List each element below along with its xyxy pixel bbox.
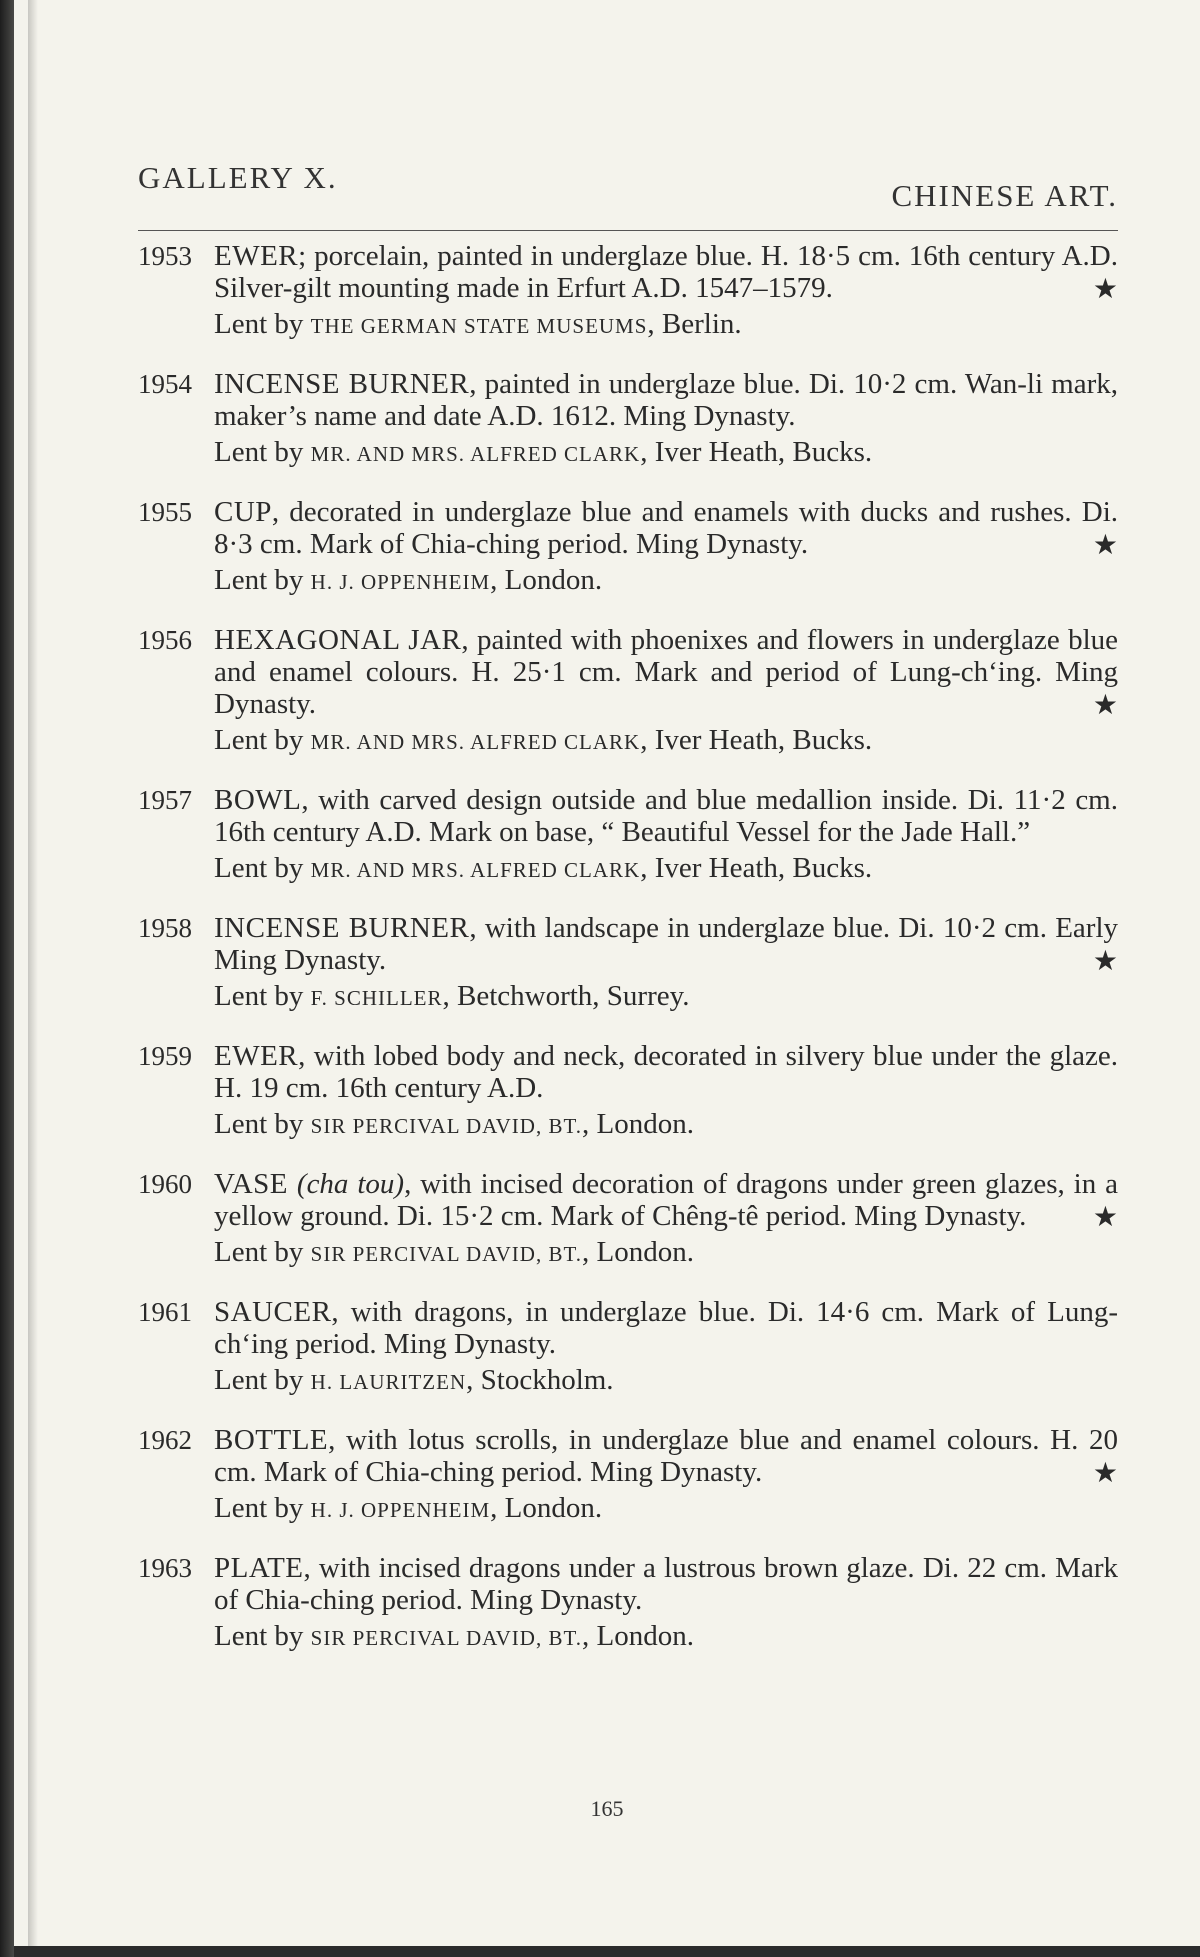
entry-description: , with incised decoration of dragons under green glazes, in a yellow ground. Di. 15·2 cm. Mark of Chêng-tê period. Ming Dynasty. (214, 1168, 1118, 1232)
lender-name: THE GERMAN STATE MUSEUMS (310, 314, 648, 338)
entry-lender-line (214, 436, 1118, 470)
running-head-gallery: GALLERY X. (138, 160, 338, 195)
lender-location: , London. (582, 1236, 694, 1268)
lent-by-label: Lent by (214, 1620, 304, 1652)
entry-description: , with landscape in underglaze blue. Di. 10·2 cm. Early Ming Dynasty. (214, 912, 1118, 976)
star-icon: ★ (1092, 690, 1118, 721)
entry-description-block (214, 496, 1118, 560)
header-rule (138, 230, 1118, 231)
entry-lender-line (214, 1364, 1118, 1398)
catalogue-page (14, 0, 1200, 1946)
page-number: 165 (590, 1796, 624, 1821)
lender-location: , Berlin. (647, 308, 742, 340)
entry-lender-line (214, 724, 1118, 758)
entry-description: , with carved design outside and blue medallion inside. Di. 11·2 cm. 16th century A.D. Mark on base, “ Beautiful Vessel for the Jade Hall.” (214, 784, 1118, 848)
entry-lender-line (214, 1492, 1118, 1526)
catalogue-entry (138, 624, 1118, 758)
catalogue-entry (138, 784, 1118, 886)
lender-location: , London. (582, 1108, 694, 1140)
catalogue-entry (138, 912, 1118, 1014)
lent-by-label: Lent by (214, 1364, 304, 1396)
entry-title: EWER (214, 1040, 299, 1072)
entry-title: SAUCER (214, 1296, 332, 1328)
star-icon: ★ (1092, 1202, 1118, 1233)
lender-name: MR. AND MRS. ALFRED CLARK (310, 858, 641, 882)
catalogue-entry (138, 1296, 1118, 1398)
lender-name: SIR PERCIVAL DAVID, BT. (310, 1626, 582, 1650)
entry-title: VASE (214, 1168, 288, 1200)
entry-description: , with dragons, in underglaze blue. Di. 14·6 cm. Mark of Lung-ch‘ing period. Ming Dynasty. (214, 1296, 1118, 1360)
catalogue-entry (138, 1424, 1118, 1526)
lent-by-label: Lent by (214, 436, 304, 468)
entry-description-block (214, 1168, 1118, 1232)
entry-number: 1956 (138, 625, 192, 655)
entry-number: 1962 (138, 1425, 192, 1455)
lent-by-label: Lent by (214, 1236, 304, 1268)
entry-number: 1959 (138, 1041, 192, 1071)
entry-number: 1958 (138, 913, 192, 943)
entry-lender-line (214, 564, 1118, 598)
lent-by-label: Lent by (214, 724, 304, 756)
lent-by-label: Lent by (214, 980, 304, 1012)
lender-name: MR. AND MRS. ALFRED CLARK (310, 442, 641, 466)
entry-lender-line (214, 1236, 1118, 1270)
lender-location: , London. (582, 1620, 694, 1652)
entry-description-block (214, 1040, 1118, 1104)
entry-lender-line (214, 852, 1118, 886)
star-icon: ★ (1092, 530, 1118, 561)
star-icon: ★ (1092, 946, 1118, 977)
entry-description-block (214, 1296, 1118, 1360)
catalogue-entry (138, 496, 1118, 598)
entry-title: BOWL (214, 784, 302, 816)
entry-description-block (214, 1552, 1118, 1616)
entry-number: 1957 (138, 785, 192, 815)
entry-title: BOTTLE (214, 1424, 329, 1456)
entry-number: 1955 (138, 497, 192, 527)
lender-location: , London. (490, 1492, 603, 1524)
entry-title: PLATE (214, 1552, 304, 1584)
catalogue-entry (138, 368, 1118, 470)
entry-title: INCENSE BURNER (214, 368, 470, 400)
entry-title: HEXAGONAL JAR (214, 624, 462, 656)
entry-lender-line (214, 980, 1118, 1014)
star-icon: ★ (1092, 1458, 1118, 1489)
lender-name: H. LAURITZEN (310, 1370, 467, 1394)
entry-number: 1954 (138, 369, 192, 399)
lender-name: SIR PERCIVAL DAVID, BT. (310, 1114, 582, 1138)
lender-name: SIR PERCIVAL DAVID, BT. (310, 1242, 582, 1266)
entry-lender-line (214, 1108, 1118, 1142)
entry-title: CUP (214, 496, 272, 528)
entry-description-block (214, 624, 1118, 720)
entry-description-block (214, 784, 1118, 848)
lent-by-label: Lent by (214, 308, 304, 340)
lent-by-label: Lent by (214, 564, 304, 596)
entry-description: , with lotus scrolls, in underglaze blue and enamel colours. H. 20 cm. Mark of Chia-ching period. Ming Dynasty. (214, 1424, 1118, 1488)
page-gutter-shadow (28, 0, 38, 1946)
lender-location: , Iver Heath, Bucks. (640, 724, 873, 756)
entry-description-block (214, 912, 1118, 976)
entry-description: , painted with phoenixes and flowers in underglaze blue and enamel colours. H. 25·1 cm. Mark and period of Lung-ch‘ing. Ming Dynasty. (214, 624, 1118, 720)
entry-description-block (214, 368, 1118, 432)
book-spine (0, 0, 14, 1957)
entry-italic-term: (cha tou) (296, 1168, 405, 1200)
catalogue-entry (138, 1168, 1118, 1270)
entry-title: INCENSE BURNER (214, 912, 470, 944)
lender-location: , Iver Heath, Bucks. (640, 436, 873, 468)
lent-by-label: Lent by (214, 852, 304, 884)
lender-name: H. J. OPPENHEIM (310, 1498, 491, 1522)
entry-title: EWER (214, 240, 299, 272)
catalogue-entries (138, 240, 1118, 1680)
catalogue-entry (138, 1552, 1118, 1654)
lender-location: , Betchworth, Surrey. (442, 980, 690, 1012)
entry-description-block (214, 240, 1118, 304)
entry-description: ; porcelain, painted in underglaze blue. H. 18·5 cm. 16th century A.D. Silver-gilt mounting made in Erfurt A.D. 1547–1579. (214, 240, 1118, 304)
entry-description: , decorated in underglaze blue and enamels with ducks and rushes. Di. 8·3 cm. Mark of Chia-ching period. Ming Dynasty. (214, 496, 1118, 560)
lent-by-label: Lent by (214, 1108, 304, 1140)
star-icon: ★ (1092, 274, 1118, 305)
entry-number: 1961 (138, 1297, 192, 1327)
catalogue-entry (138, 240, 1118, 342)
entry-description: , with lobed body and neck, decorated in silvery blue under the glaze. H. 19 cm. 16th century A.D. (214, 1040, 1118, 1104)
entry-lender-line (214, 1620, 1118, 1654)
entry-number: 1960 (138, 1169, 192, 1199)
entry-lender-line (214, 308, 1118, 342)
lender-location: , Iver Heath, Bucks. (640, 852, 873, 884)
running-head-section: CHINESE ART. (891, 178, 1118, 213)
lent-by-label: Lent by (214, 1492, 304, 1524)
lender-name: MR. AND MRS. ALFRED CLARK (310, 730, 641, 754)
entry-description: , with incised dragons under a lustrous brown glaze. Di. 22 cm. Mark of Chia-ching period. Ming Dynasty. (214, 1552, 1118, 1616)
entry-number: 1953 (138, 241, 192, 271)
lender-location: , London. (490, 564, 603, 596)
lender-location: , Stockholm. (466, 1364, 614, 1396)
entry-description-block (214, 1424, 1118, 1488)
entry-description: , painted in underglaze blue. Di. 10·2 cm. Wan-li mark, maker’s name and date A.D. 1612. Ming Dynasty. (214, 368, 1118, 432)
lender-name: F. SCHILLER (310, 986, 443, 1010)
lender-name: H. J. OPPENHEIM (310, 570, 491, 594)
catalogue-entry (138, 1040, 1118, 1142)
entry-number: 1963 (138, 1553, 192, 1583)
